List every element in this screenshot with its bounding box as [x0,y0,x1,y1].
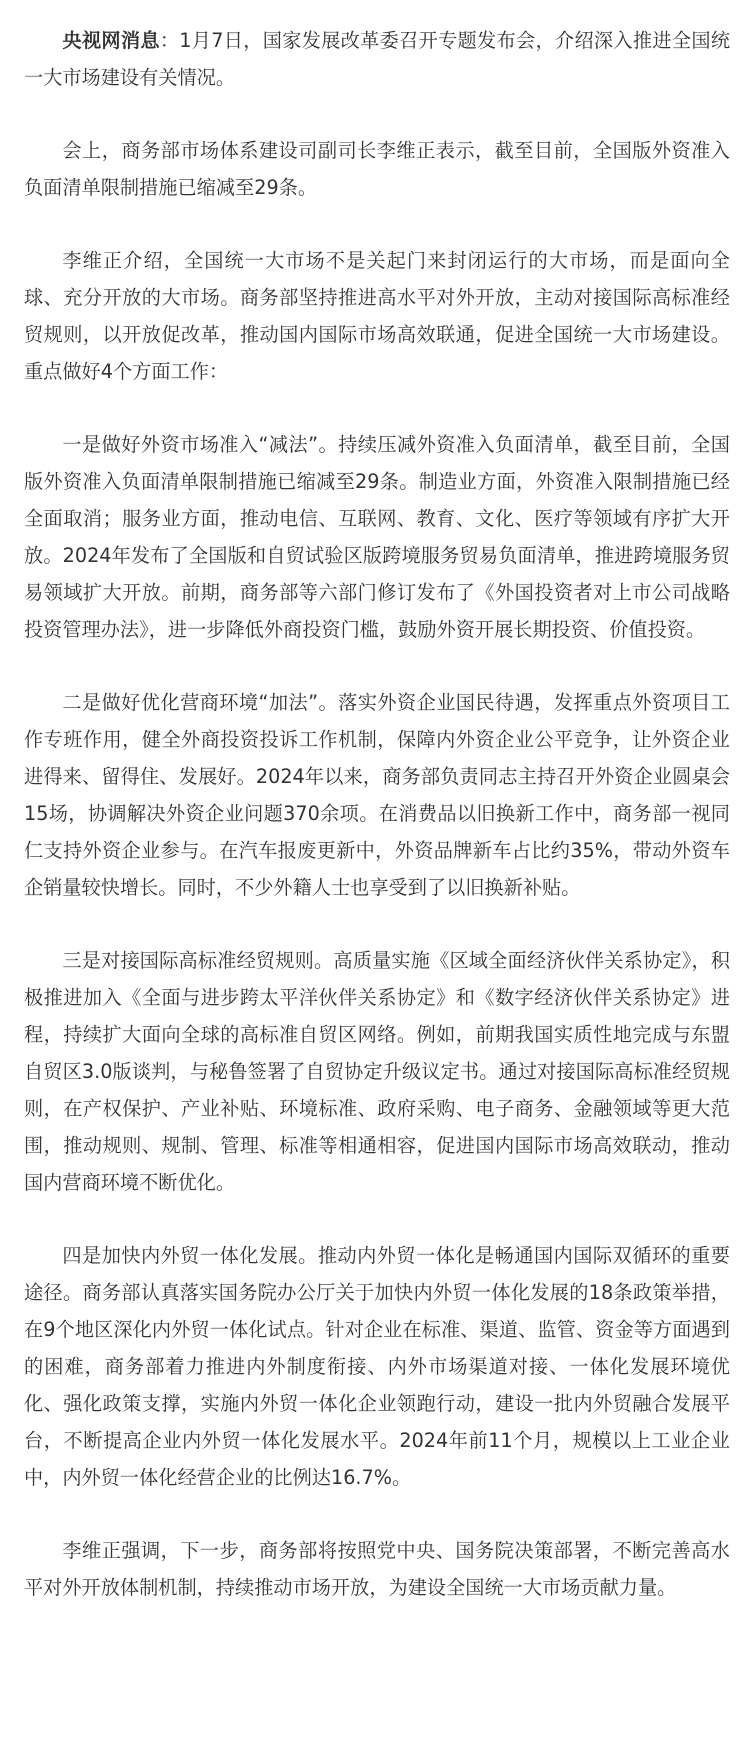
paragraph: 李维正介绍，全国统一大市场不是关起门来封闭运行的大市场，而是面向全球、充分开放的大市场。商务部坚持推进高水平对外开放，主动对接国际高标准经贸规则，以开放促改革，推动国内国际市场高效联通，促进全国统一大市场建设。重点做好4个方面工作： [24,249,730,383]
paragraph-lead-text: ：1月7日，国家发展改革委召开专题发布会，介绍深入推进全国统一大市场建设有关情况。 [24,29,731,89]
paragraph: 三是对接国际高标准经贸规则。高质量实施《区域全面经济伙伴关系协定》，积极推进加入《全面与进步跨太平洋伙伴关系协定》和《数字经济伙伴关系协定》进程，持续扩大面向全球的高标准自贸区网络。例如，前期我国实质性地完成与东盟自贸区3.0版谈判，与秘鲁签署了自贸协定升级议定书。通过对接国际高标准经贸规则，在产权保护、产业补贴、环境标准、政府采购、电子商务、金融领域等更大范围，推动规则、规制、管理、标准等相通相容，促进国内国际市场高效联动，推动国内营商环境不断优化。 [24,949,730,1194]
paragraph: 一是做好外资市场准入“减法”。持续压减外资准入负面清单，截至目前，全国版外资准入负面清单限制措施已缩减至29条。制造业方面，外资准入限制措施已经全面取消；服务业方面，推动电信、互联网、教育、文化、医疗等领域有序扩大开放。2024年发布了全国版和自贸试验区版跨境服务贸易负面清单，推进跨境服务贸易领域扩大开放。前期，商务部等六部门修订发布了《外国投资者对上市公司战略投资管理办法》，进一步降低外商投资门槛，鼓励外资开展长期投资、价值投资。 [24,433,730,641]
paragraph-lead [24,22,730,96]
news-source-label: 央视网消息 [62,29,160,52]
paragraph: 四是加快内外贸一体化发展。推动内外贸一体化是畅通国内国际双循环的重要途径。商务部认真落实国务院办公厅关于加快内外贸一体化发展的18条政策举措，在9个地区深化内外贸一体化试点。针对企业在标准、渠道、监管、资金等方面遇到的困难，商务部着力推进内外制度衔接、内外市场渠道对接、一体化发展环境优化、强化政策支撑，实施内外贸一体化企业领跑行动，建设一批内外贸融合发展平台，不断提高企业内外贸一体化发展水平。2024年前11个月，规模以上工业企业中，内外贸一体化经营企业的比例达16.7%。 [24,1244,730,1489]
paragraph: 李维正强调，下一步，商务部将按照党中央、国务院决策部署，不断完善高水平对外开放体制机制，持续推动市场开放，为建设全国统一大市场贡献力量。 [24,1539,730,1599]
paragraph: 会上，商务部市场体系建设司副司长李维正表示，截至目前，全国版外资准入负面清单限制措施已缩减至29条。 [24,139,730,199]
paragraph: 二是做好优化营商环境“加法”。落实外资企业国民待遇，发挥重点外资项目工作专班作用，健全外商投资投诉工作机制，保障内外资企业公平竞争，让外资企业进得来、留得住、发展好。2024年以来，商务部负责同志主持召开外资企业圆桌会15场，协调解决外资企业问题370余项。在消费品以旧换新工作中，商务部一视同仁支持外资企业参与。在汽车报废更新中，外资品牌新车占比约35%，带动外资车企销量较快增长。同时，不少外籍人士也享受到了以旧换新补贴。 [24,691,730,899]
